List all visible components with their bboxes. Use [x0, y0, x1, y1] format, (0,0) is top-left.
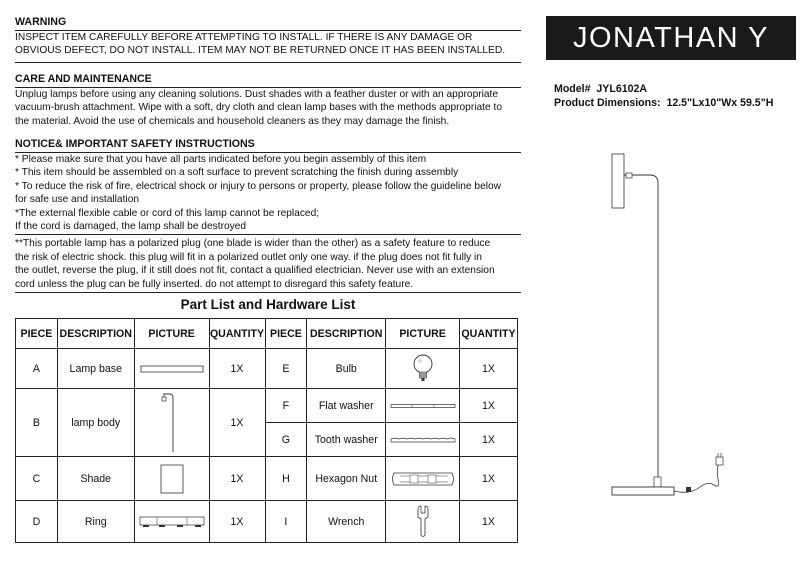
- header-piece: PIECE: [265, 319, 307, 349]
- lamp-base-icon: [140, 365, 204, 373]
- care-section: [15, 73, 521, 128]
- header-description: DESCRIPTION: [307, 319, 386, 349]
- piece-cell: C: [16, 457, 58, 501]
- plug-line: cord unless the plug can be fully inserted. do not attempt to disregard this safety feature.: [15, 278, 414, 290]
- bulb-icon: [411, 353, 435, 385]
- hexagon-nut-icon: [390, 471, 456, 487]
- piece-cell: F: [265, 389, 307, 423]
- brand-logo: JONATHAN Y: [546, 16, 796, 60]
- parts-table: [15, 318, 518, 543]
- ring-icon: [139, 516, 205, 528]
- care-line: vacuum-brush attachment. Wipe with a soft, dry cloth and clean lamp bases with the methods appropriate to: [15, 102, 502, 114]
- notice-line: If the cord is damaged, the lamp shall be destroyed: [15, 221, 247, 233]
- piece-cell: D: [16, 501, 58, 543]
- warning-line: INSPECT ITEM CAREFULLY BEFORE ATTEMPTING TO INSTALL. IF THERE IS ANY DAMAGE OR: [15, 32, 473, 43]
- picture-cell: [386, 501, 460, 543]
- tooth-washer-icon: [390, 436, 456, 444]
- picture-cell: [386, 423, 460, 457]
- description-cell: Lamp base: [57, 349, 134, 389]
- floor-lamp-illustration: [590, 145, 740, 505]
- picture-cell: [386, 389, 460, 423]
- wrench-icon: [415, 505, 431, 539]
- header-picture: PICTURE: [386, 319, 460, 349]
- notice-line: * This item should be assembled on a soft surface to prevent scratching the finish during assembly: [15, 167, 459, 179]
- flat-washer-icon: [390, 403, 456, 409]
- picture-cell: [134, 389, 209, 457]
- header-quantity: QUANTITY: [460, 319, 518, 349]
- quantity-cell: 1X: [209, 349, 265, 389]
- notice-line: * Please make sure that you have all parts indicated before you begin assembly of this item: [15, 154, 427, 165]
- care-line: Unplug lamps before using any cleaning solutions. Dust shades with a feather duster or with an appropriate: [15, 89, 499, 100]
- care-title: CARE AND MAINTENANCE: [15, 73, 521, 88]
- picture-cell: [134, 501, 209, 543]
- header-piece: PIECE: [16, 319, 58, 349]
- dimensions-value: 12.5"Lx10"Wx 59.5"H: [666, 96, 774, 109]
- piece-cell: A: [16, 349, 58, 389]
- header-picture: PICTURE: [134, 319, 209, 349]
- table-header-row: [16, 319, 518, 349]
- piece-cell: E: [265, 349, 307, 389]
- warning-line: OBVIOUS DEFECT, DO NOT INSTALL. ITEM MAY NOT BE RETURNED ONCE IT HAS BEEN INSTALLED.: [15, 45, 506, 57]
- plug-line: **This portable lamp has a polarized plug (one blade is wider than the other) as a safety feature to reduce: [15, 238, 491, 250]
- description-cell: Tooth washer: [307, 423, 386, 457]
- warning-text: [15, 31, 521, 63]
- notice-line: * To reduce the risk of fire, electrical shock or injury to persons or property, please follow the guideline below: [15, 180, 502, 192]
- quantity-cell: 1X: [209, 389, 265, 457]
- notice-section: [15, 138, 521, 293]
- notice-list: [15, 153, 521, 235]
- shade-icon: [160, 464, 184, 494]
- quantity-cell: 1X: [460, 457, 518, 501]
- description-cell: Wrench: [307, 501, 386, 543]
- piece-cell: H: [265, 457, 307, 501]
- table-row: [16, 457, 518, 501]
- plug-notice: [15, 235, 521, 293]
- piece-cell: B: [16, 389, 58, 457]
- description-cell: Shade: [57, 457, 134, 501]
- table-row: [16, 389, 518, 423]
- piece-cell: I: [265, 501, 307, 543]
- notice-line: for safe use and installation: [15, 194, 140, 206]
- description-cell: Flat washer: [307, 389, 386, 423]
- piece-cell: G: [265, 423, 307, 457]
- lamp-body-icon: [160, 392, 184, 454]
- plug-line: the outlet, reverse the plug, if it still does not fit, contact a qualified electrician. Never use with an extension: [15, 265, 495, 277]
- notice-line: *The external flexible cable or cord of this lamp cannot be replaced;: [15, 207, 320, 219]
- quantity-cell: 1X: [460, 501, 518, 543]
- picture-cell: [134, 457, 209, 501]
- description-cell: lamp body: [57, 389, 134, 457]
- quantity-cell: 1X: [460, 423, 518, 457]
- table-row: [16, 349, 518, 389]
- care-line: the material. Avoid the use of chemicals and household cleaners as they may damage the finish.: [15, 115, 450, 127]
- picture-cell: [386, 349, 460, 389]
- model-label: Model#: [554, 83, 591, 95]
- product-info: [554, 83, 773, 110]
- quantity-cell: 1X: [460, 389, 518, 423]
- warning-title: WARNING: [15, 16, 521, 31]
- dimensions-label: Product Dimensions:: [554, 96, 661, 109]
- parts-list-title: Part List and Hardware List: [180, 297, 356, 312]
- header-description: DESCRIPTION: [57, 319, 134, 349]
- quantity-cell: 1X: [209, 457, 265, 501]
- picture-cell: [386, 457, 460, 501]
- warning-section: [15, 16, 521, 63]
- quantity-cell: 1X: [209, 501, 265, 543]
- header-quantity: QUANTITY: [209, 319, 265, 349]
- quantity-cell: 1X: [460, 349, 518, 389]
- description-cell: Ring: [57, 501, 134, 543]
- notice-title: NOTICE& IMPORTANT SAFETY INSTRUCTIONS: [15, 138, 521, 153]
- table-row: [16, 501, 518, 543]
- description-cell: Bulb: [307, 349, 386, 389]
- plug-line: the risk of electric shock. this plug will fit in a polarized outlet only one way. if the plug does not fit fully in: [15, 251, 482, 263]
- picture-cell: [134, 349, 209, 389]
- description-cell: Hexagon Nut: [307, 457, 386, 501]
- model-value: JYL6102A: [596, 83, 648, 95]
